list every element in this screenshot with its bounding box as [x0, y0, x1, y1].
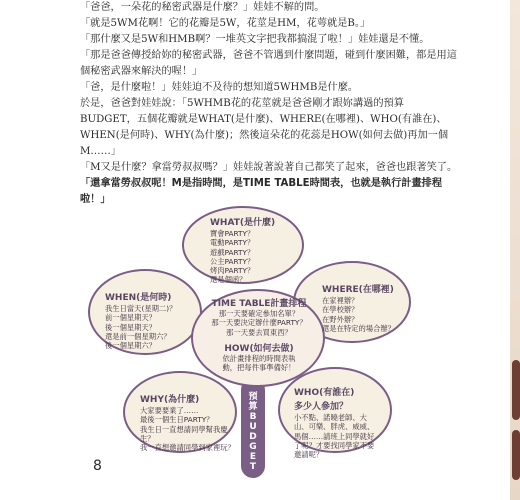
- who-line: 馬個……請班上同學就好: [294, 431, 375, 441]
- why-line: 我生日一直想請同學幫我慶生？: [140, 424, 228, 443]
- when-title: WHEN(是何時): [105, 293, 172, 303]
- when-line: 後一個星期天？: [105, 322, 157, 332]
- stem-char: E: [249, 452, 257, 462]
- who-petal-text: [294, 385, 390, 459]
- when-line: 還是前一個星期六？: [105, 331, 171, 341]
- why-line: 我一直想邀請同學到家裡玩？: [140, 443, 235, 453]
- where-line: 還是在特定的場合辦？: [322, 323, 395, 333]
- stem-char: U: [249, 422, 257, 432]
- who-line: 小不點、諾曉老師、大: [294, 413, 367, 422]
- who-line: 了呢？才要找同學家不要: [294, 440, 375, 450]
- when-line: 我生日當天(星期二)？: [105, 304, 177, 313]
- page-number: 8: [93, 458, 102, 474]
- stem-char: 預: [248, 392, 258, 402]
- where-title: WHERE(在哪裡): [322, 285, 394, 295]
- when-line: 前一個星期天？: [105, 313, 157, 323]
- paragraph-7: 「M又是什麼？拿當勞叔叔嗎？」娃娃說著說著自己都笑了起來，爸爸也跟著笑了。: [80, 162, 458, 173]
- who-line: 邀請呢？: [294, 450, 324, 460]
- stem-char: D: [249, 432, 257, 442]
- what-title: WHAT(是什麼): [210, 218, 276, 228]
- who-title: WHO(有誰在): [294, 388, 355, 398]
- why-title: WHY(為什麼): [140, 395, 200, 405]
- what-line: 還是個函？: [210, 275, 247, 285]
- what-line: 公主PARTY？: [210, 256, 255, 266]
- how-line: 依計畫排程的時間表執: [222, 353, 296, 363]
- timetable-line: 那一天要確定參加名單？: [218, 309, 300, 318]
- stem-char: G: [249, 442, 257, 452]
- when-line: 後一個星期六？: [105, 341, 157, 351]
- what-line: 烤肉PARTY？: [210, 266, 255, 276]
- edge-decoration: [512, 430, 520, 480]
- who-subtitle: 多少人參加？: [294, 402, 349, 412]
- how-title: HOW(如何去做): [224, 343, 294, 354]
- who-line: 山、可樂、胖虎、威威、: [294, 422, 375, 432]
- why-line: 最後一個生日PARTY？: [140, 415, 214, 425]
- timetable-line: 那一天要決定辦什麼PARTY？: [211, 318, 307, 328]
- what-line: 電動PARTY？: [210, 238, 255, 248]
- timetable-line: 那一天要去買東西？: [226, 327, 292, 337]
- paragraph-8-bold: 「還拿當勞叔叔呢！M是指時間，是TIME TABLE時間表，也就是執行計畫排程啦！」: [80, 178, 443, 205]
- why-line: 大家要要業了……: [140, 406, 199, 415]
- paragraph-5: 「爸，是什麼啦！」娃娃迫不及待的想知道5WHMB是什麼。: [80, 82, 359, 93]
- edge-decoration: [512, 360, 520, 420]
- where-petal-text: [322, 282, 418, 333]
- paragraph-3: 「那什麼又是5W和HMB啊？一堆英文字把我都搞混了啦！」娃娃還是不懂。: [80, 34, 430, 45]
- paragraph-1: 「爸爸，一朵花的秘密武器是什麼？」娃娃不解的問。: [80, 2, 325, 13]
- stem-char: B: [249, 412, 257, 422]
- stem-char: 算: [248, 402, 258, 412]
- where-line: 在野外辦？: [322, 314, 359, 324]
- where-line: 在學校辦？: [322, 305, 359, 315]
- paragraph-6: 於是，爸爸對娃娃說：「5WHMB花的花莖就是爸爸剛才跟妳講過的預算BUDGET，五個花瓣就是WHAT(是什麼)、WHERE(在哪裡)、WHO(有誰在)、WHEN(是何時)、WHY(為什麼)；然後這朵花的花蕊是HOW(如何去做)再加一個M……」: [80, 98, 449, 157]
- paragraph-4: 「那是爸爸傳授給妳的秘密武器，爸爸不管遇到什麼問題，碰到什麼困難，都是用這個秘密武器來解決的喔！」: [80, 50, 457, 77]
- why-petal-text: [140, 392, 240, 452]
- center-text: [200, 296, 318, 372]
- timetable-title: TIME TABLE計畫排程: [211, 299, 307, 309]
- adjacent-page-edge: [510, 0, 520, 500]
- where-line: 在家裡辦？: [322, 296, 359, 305]
- what-petal-text: [210, 215, 280, 285]
- what-line: 遊戲PARTY？: [210, 247, 255, 257]
- when-petal-text: [105, 290, 195, 350]
- what-line: 寶會PARTY？: [210, 229, 255, 238]
- stem-budget-label: [243, 392, 263, 472]
- paragraph-2: 「就是5WM花啊！它的花瓣是5W，花莖是HM，花萼就是B。」: [80, 18, 371, 29]
- stem-char: T: [249, 462, 257, 472]
- how-line: 動，把每件事準備好！: [222, 363, 296, 373]
